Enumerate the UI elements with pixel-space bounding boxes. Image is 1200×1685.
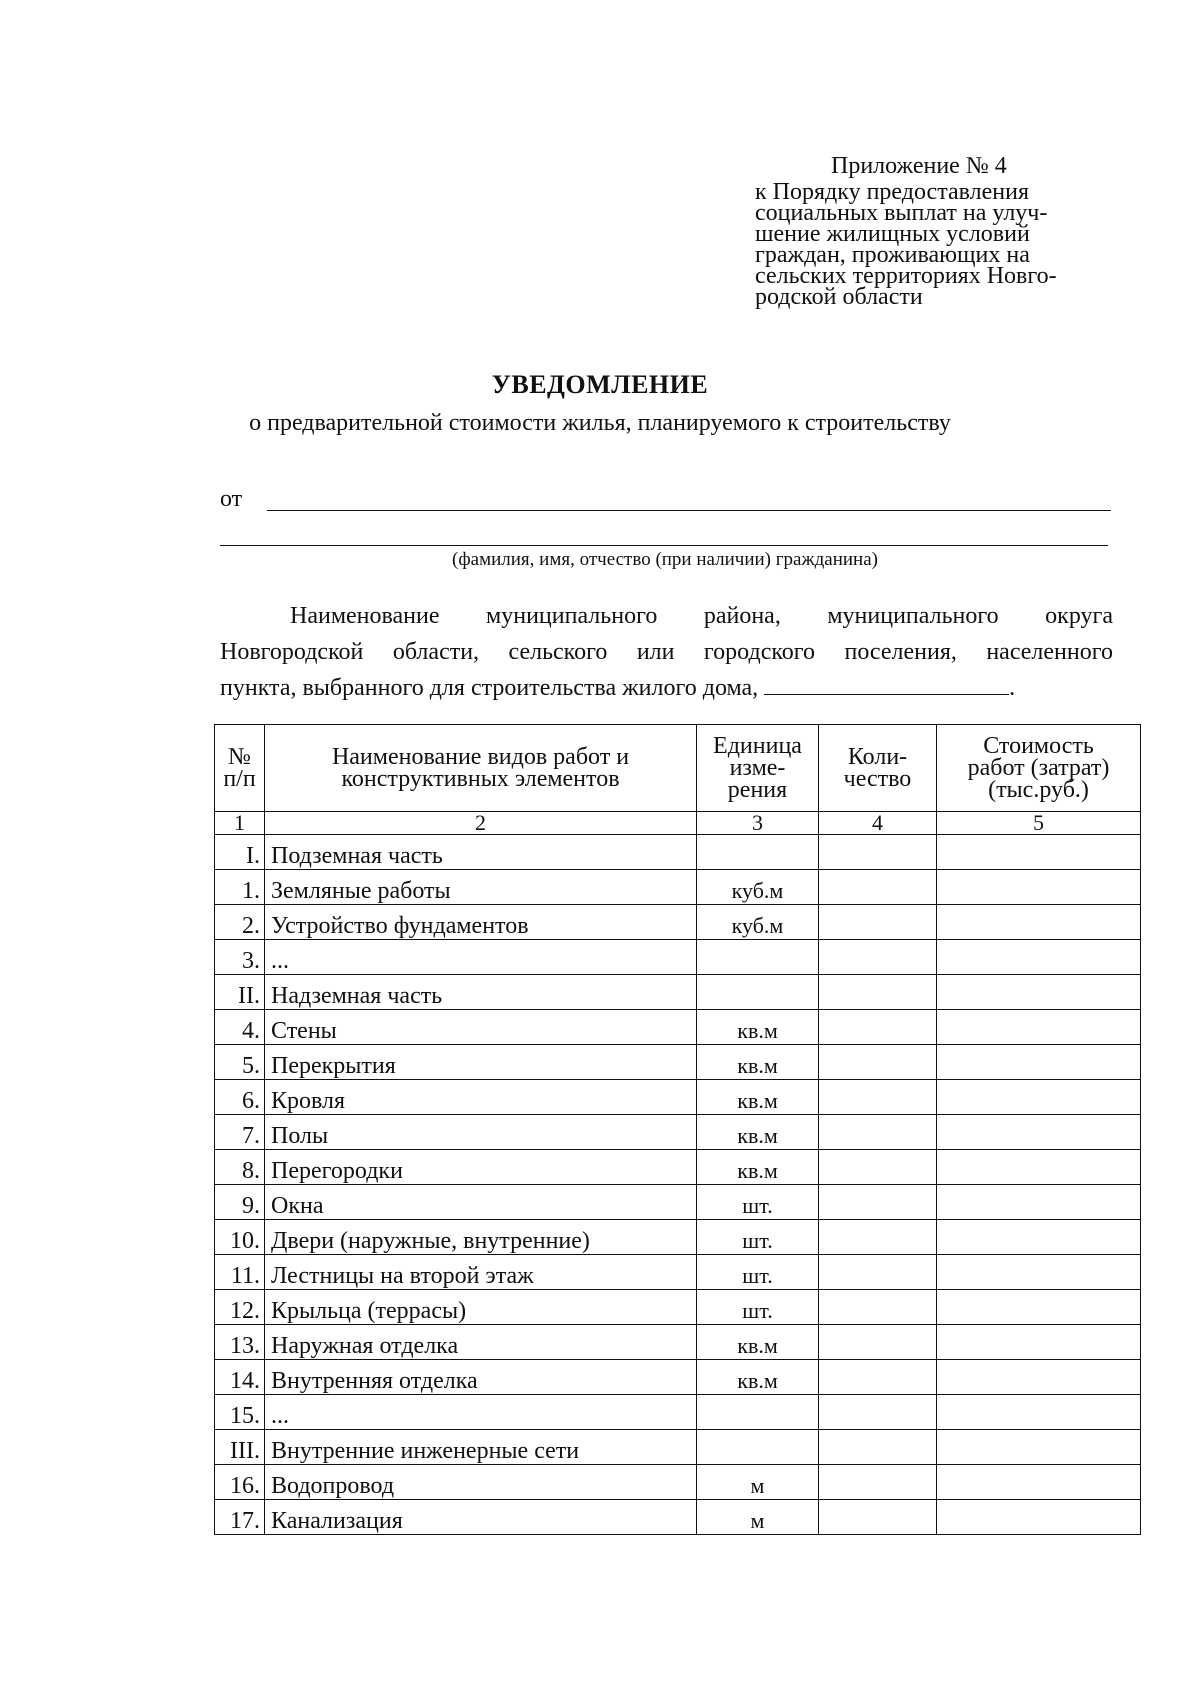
- row-unit: кв.м: [697, 1045, 819, 1080]
- row-cost-cell[interactable]: [937, 1395, 1141, 1430]
- from-input-line[interactable]: [267, 510, 1111, 511]
- row-quantity-cell[interactable]: [819, 1290, 937, 1325]
- row-quantity-cell[interactable]: [819, 1465, 937, 1500]
- row-cost-cell[interactable]: [937, 1325, 1141, 1360]
- appendix-line: сельских территориях Новго-: [755, 263, 1057, 289]
- row-cost-cell[interactable]: [937, 870, 1141, 905]
- table-row: [215, 1255, 1141, 1290]
- paragraph-line: Новгородской области, сельского или городского поселения, населенного: [220, 639, 1113, 665]
- column-number: 5: [937, 812, 1141, 835]
- table-row: [215, 940, 1141, 975]
- header-qty: Коли- чество: [819, 725, 937, 812]
- row-unit: [697, 975, 819, 1010]
- paragraph-line: Наименование муниципального района, муниципального округа: [290, 603, 1113, 629]
- row-number: 12.: [215, 1290, 265, 1325]
- table-row: [215, 1010, 1141, 1045]
- row-number: 6.: [215, 1080, 265, 1115]
- row-number: I.: [215, 835, 265, 870]
- works-table: [214, 724, 1141, 1535]
- row-unit: кв.м: [697, 1150, 819, 1185]
- appendix-line: социальных выплат на улуч-: [755, 200, 1048, 226]
- row-unit: куб.м: [697, 905, 819, 940]
- row-number: 5.: [215, 1045, 265, 1080]
- row-name: Наружная отделка: [265, 1325, 697, 1360]
- header-name: Наименование видов работ и конструктивных элементов: [265, 725, 697, 812]
- row-cost-cell[interactable]: [937, 835, 1141, 870]
- row-number: 8.: [215, 1150, 265, 1185]
- row-name: Крыльца (террасы): [265, 1290, 697, 1325]
- row-name: Внутренняя отделка: [265, 1360, 697, 1395]
- municipality-paragraph: [220, 598, 1113, 706]
- row-quantity-cell[interactable]: [819, 1255, 937, 1290]
- row-name: Водопровод: [265, 1465, 697, 1500]
- from-input-line-second[interactable]: [220, 545, 1108, 546]
- appendix-line: граждан, проживающих на: [755, 242, 1030, 268]
- row-quantity-cell[interactable]: [819, 905, 937, 940]
- appendix-line: шение жилищных условий: [755, 221, 1030, 247]
- appendix-line: родской области: [755, 284, 923, 310]
- document-title: УВЕДОМЛЕНИЕ: [491, 370, 709, 399]
- table-row: [215, 1045, 1141, 1080]
- row-name: Перегородки: [265, 1150, 697, 1185]
- row-name: Кровля: [265, 1080, 697, 1115]
- row-unit: шт.: [697, 1290, 819, 1325]
- row-number: 13.: [215, 1325, 265, 1360]
- row-cost-cell[interactable]: [937, 1045, 1141, 1080]
- row-cost-cell[interactable]: [937, 905, 1141, 940]
- row-unit: шт.: [697, 1185, 819, 1220]
- row-number: 17.: [215, 1500, 265, 1535]
- row-cost-cell[interactable]: [937, 1080, 1141, 1115]
- row-quantity-cell[interactable]: [819, 1045, 937, 1080]
- row-number: 3.: [215, 940, 265, 975]
- row-quantity-cell[interactable]: [819, 1220, 937, 1255]
- row-cost-cell[interactable]: [937, 1290, 1141, 1325]
- column-number: 2: [265, 812, 697, 835]
- paragraph-line: пункта, выбранного для строительства жилого дома,: [220, 675, 759, 701]
- row-quantity-cell[interactable]: [819, 1150, 937, 1185]
- row-name: Окна: [265, 1185, 697, 1220]
- row-name: Надземная часть: [265, 975, 697, 1010]
- row-quantity-cell[interactable]: [819, 835, 937, 870]
- row-name: Полы: [265, 1115, 697, 1150]
- row-unit: [697, 1430, 819, 1465]
- row-name: ...: [265, 1395, 697, 1430]
- row-name: Лестницы на второй этаж: [265, 1255, 697, 1290]
- paragraph-last-line: [220, 670, 1113, 706]
- row-cost-cell[interactable]: [937, 1465, 1141, 1500]
- row-quantity-cell[interactable]: [819, 940, 937, 975]
- row-unit: [697, 940, 819, 975]
- row-name: Подземная часть: [265, 835, 697, 870]
- row-cost-cell[interactable]: [937, 1150, 1141, 1185]
- row-unit: куб.м: [697, 870, 819, 905]
- row-cost-cell[interactable]: [937, 975, 1141, 1010]
- row-name: Двери (наружные, внутренние): [265, 1220, 697, 1255]
- table-row: [215, 1220, 1141, 1255]
- from-field-caption: (фамилия, имя, отчество (при наличии) гражданина): [452, 549, 878, 570]
- row-unit: [697, 835, 819, 870]
- table-row: [215, 1395, 1141, 1430]
- row-cost-cell[interactable]: [937, 1360, 1141, 1395]
- row-cost-cell[interactable]: [937, 1255, 1141, 1290]
- paragraph-end: .: [1009, 675, 1016, 701]
- row-name: Канализация: [265, 1500, 697, 1535]
- header-unit: Единица изме- рения: [697, 725, 819, 812]
- table-row: [215, 1185, 1141, 1220]
- table-row: [215, 1290, 1141, 1325]
- row-name: Стены: [265, 1010, 697, 1045]
- row-cost-cell[interactable]: [937, 1010, 1141, 1045]
- column-number: 1: [215, 812, 265, 835]
- row-number: III.: [215, 1430, 265, 1465]
- row-quantity-cell[interactable]: [819, 1430, 937, 1465]
- row-cost-cell[interactable]: [937, 1500, 1141, 1535]
- table-row: [215, 1115, 1141, 1150]
- row-number: 7.: [215, 1115, 265, 1150]
- table-row: [215, 1325, 1141, 1360]
- row-quantity-cell[interactable]: [819, 975, 937, 1010]
- table-row: [215, 905, 1141, 940]
- appendix-line: к Порядку предоставления: [755, 179, 1030, 205]
- row-unit: м: [697, 1465, 819, 1500]
- row-quantity-cell[interactable]: [819, 870, 937, 905]
- row-number: 4.: [215, 1010, 265, 1045]
- row-number: 1.: [215, 870, 265, 905]
- header-no: № п/п: [215, 725, 265, 812]
- row-unit: кв.м: [697, 1115, 819, 1150]
- row-number: II.: [215, 975, 265, 1010]
- row-unit: шт.: [697, 1220, 819, 1255]
- row-number: 15.: [215, 1395, 265, 1430]
- table-row: [215, 1430, 1141, 1465]
- row-number: 2.: [215, 905, 265, 940]
- row-name: Устройство фундаментов: [265, 905, 697, 940]
- row-cost-cell[interactable]: [937, 940, 1141, 975]
- row-unit: шт.: [697, 1255, 819, 1290]
- document-subtitle: о предварительной стоимости жилья, планируемого к строительству: [249, 410, 951, 436]
- table-row: [215, 975, 1141, 1010]
- appendix-title: Приложение № 4: [831, 153, 1007, 179]
- appendix-block: [755, 152, 1115, 308]
- row-number: 9.: [215, 1185, 265, 1220]
- row-quantity-cell[interactable]: [819, 1500, 937, 1535]
- row-unit: кв.м: [697, 1010, 819, 1045]
- column-number: 3: [697, 812, 819, 835]
- table-row: [215, 1500, 1141, 1535]
- row-quantity-cell[interactable]: [819, 1010, 937, 1045]
- row-unit: кв.м: [697, 1325, 819, 1360]
- row-quantity-cell[interactable]: [819, 1185, 937, 1220]
- row-quantity-cell[interactable]: [819, 1115, 937, 1150]
- row-quantity-cell[interactable]: [819, 1080, 937, 1115]
- table-header-row: [215, 725, 1141, 812]
- table-row: [215, 1150, 1141, 1185]
- row-unit: кв.м: [697, 1360, 819, 1395]
- row-cost-cell[interactable]: [937, 1220, 1141, 1255]
- row-name: ...: [265, 940, 697, 975]
- row-cost-cell[interactable]: [937, 1115, 1141, 1150]
- table-row: [215, 835, 1141, 870]
- row-number: 10.: [215, 1220, 265, 1255]
- row-name: Земляные работы: [265, 870, 697, 905]
- row-name: Перекрытия: [265, 1045, 697, 1080]
- row-quantity-cell[interactable]: [819, 1360, 937, 1395]
- row-unit: кв.м: [697, 1080, 819, 1115]
- appendix-text: [755, 179, 1115, 310]
- table-row: [215, 1360, 1141, 1395]
- row-cost-cell[interactable]: [937, 1185, 1141, 1220]
- from-label: от: [220, 486, 243, 512]
- column-number-row: [215, 812, 1141, 835]
- row-cost-cell[interactable]: [937, 1430, 1141, 1465]
- header-cost: Стоимость работ (затрат) (тыс.руб.): [937, 725, 1141, 812]
- row-number: 11.: [215, 1255, 265, 1290]
- column-number: 4: [819, 812, 937, 835]
- row-number: 14.: [215, 1360, 265, 1395]
- table-row: [215, 1465, 1141, 1500]
- row-quantity-cell[interactable]: [819, 1395, 937, 1430]
- works-table-body: [215, 835, 1141, 1535]
- municipality-blank-field[interactable]: [764, 674, 1009, 695]
- table-row: [215, 1080, 1141, 1115]
- row-unit: [697, 1395, 819, 1430]
- row-quantity-cell[interactable]: [819, 1325, 937, 1360]
- row-number: 16.: [215, 1465, 265, 1500]
- from-field: [220, 486, 1110, 516]
- row-name: Внутренние инженерные сети: [265, 1430, 697, 1465]
- table-row: [215, 870, 1141, 905]
- row-unit: м: [697, 1500, 819, 1535]
